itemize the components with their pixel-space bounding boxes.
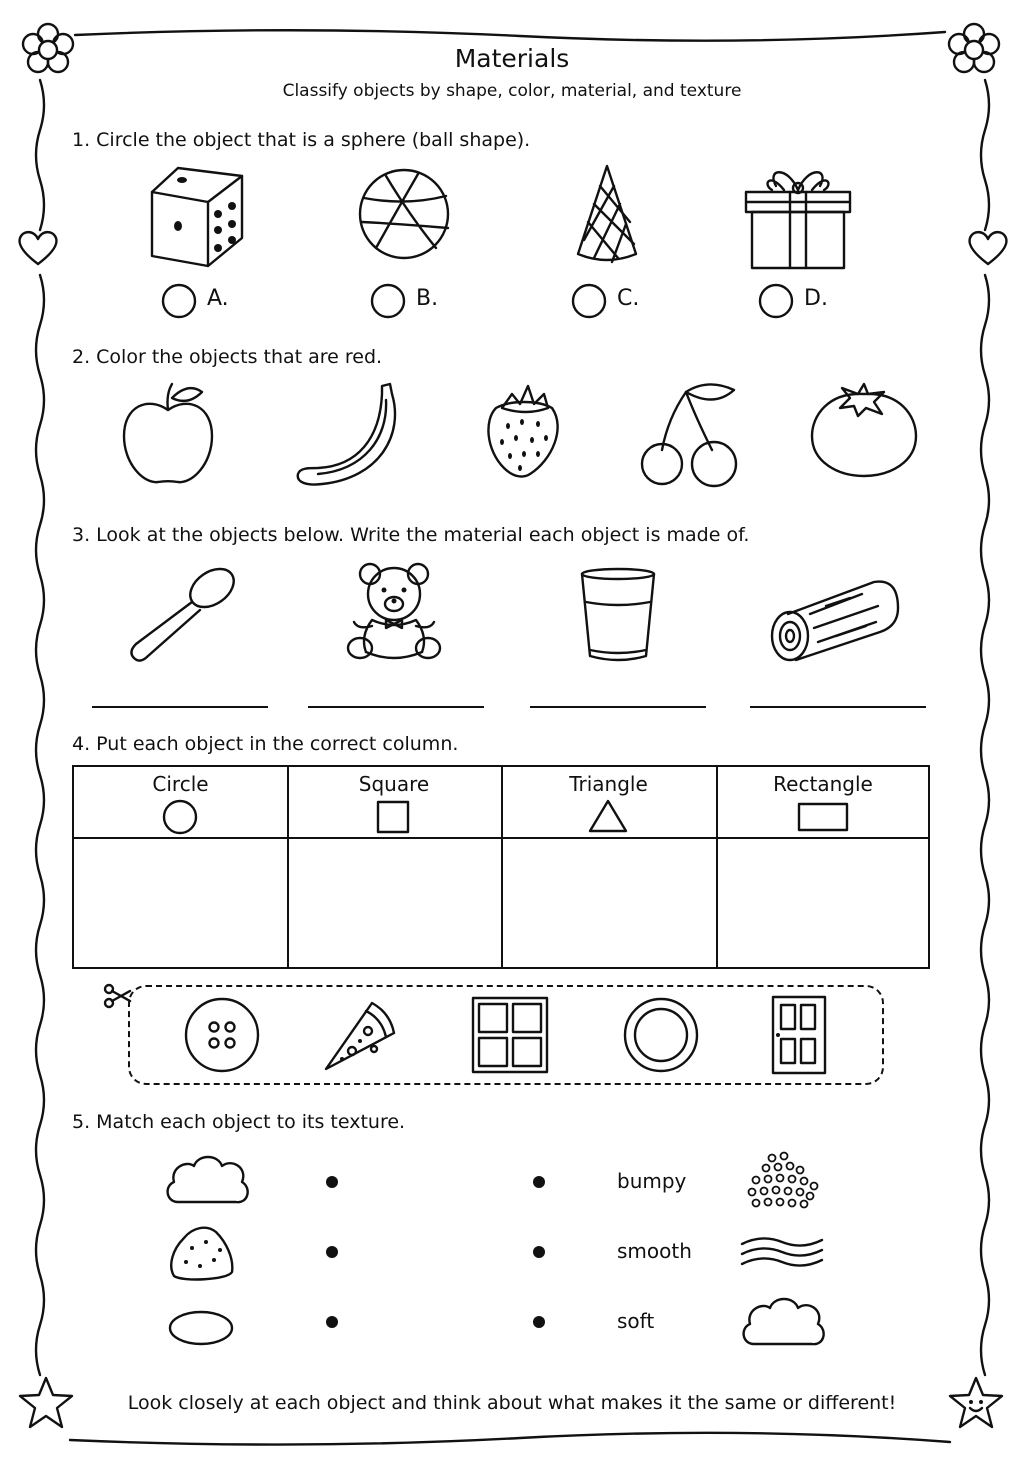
banana-icon[interactable] (292, 378, 408, 490)
door-icon[interactable] (771, 995, 827, 1075)
answer-line-glass[interactable] (530, 706, 706, 708)
answer-line-teddy-bear[interactable] (308, 706, 484, 708)
column-header-rectangle: Rectangle (773, 772, 873, 796)
cherries-icon[interactable] (638, 378, 742, 488)
log-icon (766, 578, 902, 662)
column-header-circle: Circle (152, 772, 209, 796)
plate-icon[interactable] (622, 996, 700, 1074)
button-icon[interactable] (183, 996, 261, 1074)
option-a-label: A. (207, 286, 229, 311)
answer-circle[interactable] (758, 283, 794, 319)
sorting-table (72, 765, 930, 969)
apple-icon[interactable] (118, 380, 218, 488)
page-title: Materials (454, 44, 570, 73)
tomato-icon[interactable] (808, 380, 920, 480)
teddy-bear-icon (344, 560, 444, 664)
page-subtitle: Classify objects by shape, color, material, and texture (282, 81, 742, 101)
option-b-label: B. (416, 286, 439, 311)
match-dot-right[interactable] (533, 1316, 545, 1328)
drop-zone-triangle[interactable] (503, 839, 716, 969)
match-dot-right[interactable] (533, 1176, 545, 1188)
match-dot-left[interactable] (326, 1246, 338, 1258)
dice-icon (148, 162, 248, 272)
match-dot-left[interactable] (326, 1316, 338, 1328)
triangle-shape-icon (588, 799, 628, 833)
gift-box-icon (742, 162, 854, 272)
match-dot-right[interactable] (533, 1246, 545, 1258)
spoon-icon (126, 562, 242, 666)
option-d-label: D. (804, 286, 828, 311)
drop-zone-square[interactable] (289, 839, 501, 969)
question-1-prompt: 1. Circle the object that is a sphere (ball shape). (72, 129, 531, 151)
heart-icon (966, 228, 1010, 268)
cloud-icon (164, 1152, 250, 1208)
smooth-texture-icon (738, 1234, 824, 1270)
answer-circle[interactable] (571, 283, 607, 319)
drop-zone-circle[interactable] (74, 839, 287, 969)
question-2-prompt: 2. Color the objects that are red. (72, 346, 383, 368)
rectangle-shape-icon (797, 802, 849, 832)
bumpy-texture-icon (742, 1150, 822, 1210)
texture-label-soft: soft (617, 1309, 655, 1333)
option-c-label: C. (617, 286, 640, 311)
cone-icon (572, 162, 642, 272)
glass-icon (578, 566, 658, 666)
answer-circle[interactable] (161, 283, 197, 319)
pizza-slice-icon[interactable] (322, 997, 398, 1073)
answer-line-log[interactable] (750, 706, 926, 708)
window-icon[interactable] (471, 996, 549, 1074)
answer-circle[interactable] (370, 283, 406, 319)
circle-shape-icon (162, 799, 198, 835)
pebble-icon (168, 1308, 234, 1348)
texture-label-smooth: smooth (617, 1239, 692, 1263)
answer-line-spoon[interactable] (92, 706, 268, 708)
texture-label-bumpy: bumpy (617, 1169, 687, 1193)
heart-icon (16, 228, 60, 268)
column-header-triangle: Triangle (569, 772, 648, 796)
ball-icon (356, 166, 452, 262)
strawberry-icon[interactable] (482, 380, 566, 480)
rock-icon (166, 1222, 236, 1282)
question-5-prompt: 5. Match each object to its texture. (72, 1111, 406, 1133)
drop-zone-rectangle[interactable] (718, 839, 930, 969)
footer-tip: Look closely at each object and think about what makes it the same or different! (127, 1392, 897, 1414)
column-header-square: Square (358, 772, 430, 796)
square-shape-icon (376, 800, 410, 834)
question-3-prompt: 3. Look at the objects below. Write the material each object is made of. (72, 524, 750, 546)
question-4-prompt: 4. Put each object in the correct column. (72, 733, 459, 755)
match-dot-left[interactable] (326, 1176, 338, 1188)
soft-cloud-texture-icon (740, 1294, 826, 1350)
